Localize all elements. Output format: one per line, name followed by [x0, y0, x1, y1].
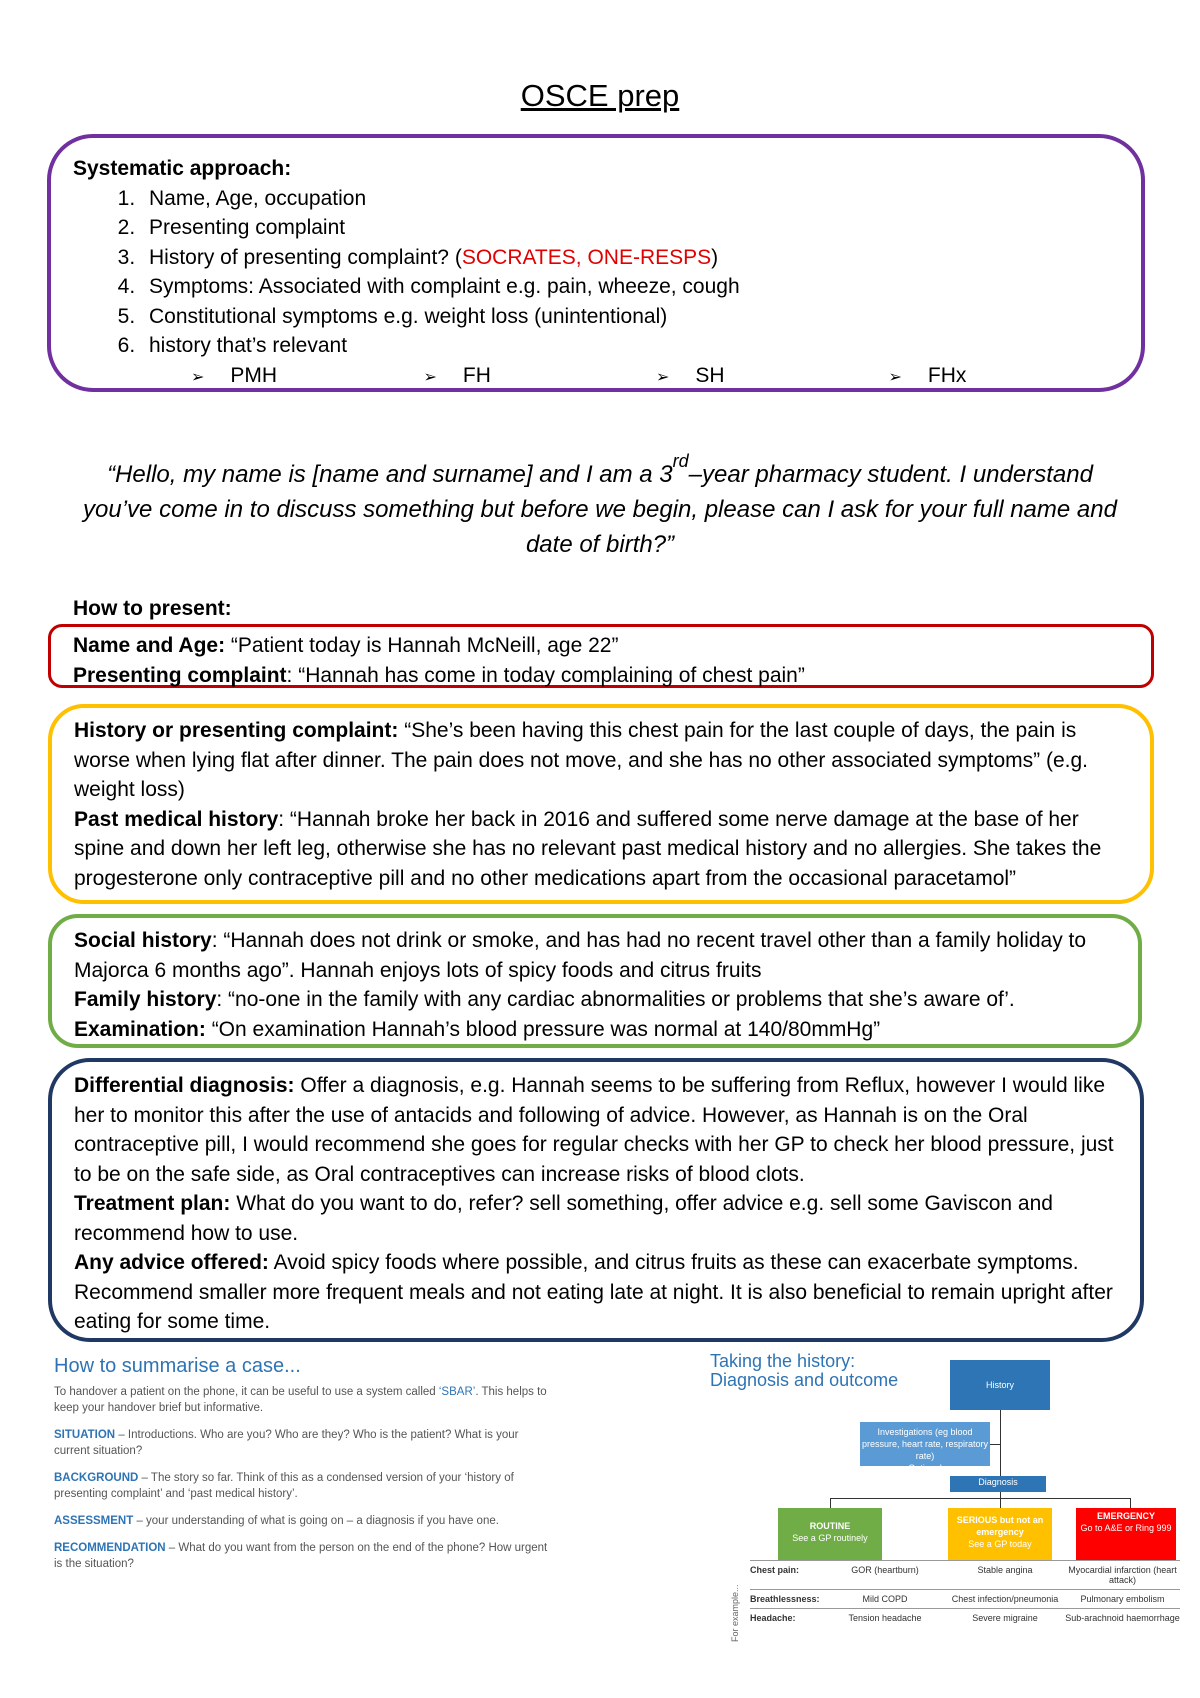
history-flow-diagram	[700, 1352, 1180, 1642]
diagnosis-treatment-box: Differential diagnosis: Offer a diagnosis, e.g. Hannah seems to be suffering from Reflux, however I would like her to monitor this after the use of antacids and following of advice. However, as Hannah is on the Oral contraceptive pill, I would recommend she goes for regular checks with her GP to check her blood pressure, just to be on the safe side, as Oral contraceptives can increase risks of blood clots. Treatment plan: What do you want to do, refer? sell something, offer advice e.g. sell some Gaviscon and recommend how to use. Any advice offered: Avoid spicy foods where possible, and citrus fruits as these can exacerbate symptoms. Recommend smaller more frequent meals and not eating late at night. It is also beneficial to remain upright after eating for some time.	[48, 1058, 1144, 1342]
table-row: Chest pain: GOR (heartburn) Stable angina Myocardial infarction (heart attack)	[750, 1560, 1180, 1589]
table-row: Breathlessness: Mild COPD Chest infection/pneumonia Pulmonary embolism	[750, 1589, 1180, 1608]
how-to-present-heading: How to present:	[73, 597, 232, 620]
systematic-heading: Systematic approach:	[73, 157, 292, 180]
systematic-approach-box	[47, 134, 1145, 392]
list-item: 3. History of presenting complaint? (SOCRATES, ONE-RESPS)	[141, 243, 1121, 273]
examples-table	[750, 1560, 1180, 1627]
history-box: History or presenting complaint: “She’s been having this chest pain for the last couple of days, the pain is worse when lying flat after dinner. The pain does not move, and she has no other associated symptoms” (e.g. weight loss) Past medical history: “Hannah broke her back in 2016 and suffered some nerve damage at the base of her spine and down her left leg, otherwise she has no relevant past medical history and no allergies. She takes the progesterone only contraceptive pill and no other medications apart from the occasional paracetamol”	[48, 704, 1154, 904]
table-row: Headache: Tension headache Severe migraine Sub-arachnoid haemorrhage	[750, 1608, 1180, 1627]
list-item: 4. Symptoms: Associated with complaint e.g. pain, wheeze, cough	[141, 272, 1121, 302]
arrow-bullet-icon: ➢	[423, 366, 437, 386]
socrates-highlight: SOCRATES, ONE-RESPS	[461, 245, 712, 269]
systematic-list	[73, 184, 1121, 361]
list-item: 2. Presenting complaint	[141, 213, 1121, 243]
arrow-bullet-icon: ➢	[656, 366, 670, 386]
for-example-label: For example...	[730, 1584, 740, 1642]
page-title: OSCE prep	[520, 78, 680, 113]
sub-item-pmh: ➢ PMH	[191, 363, 278, 387]
diagram-heading: Taking the history: Diagnosis and outcome	[710, 1351, 899, 1390]
list-item: 6. history that’s relevant	[141, 331, 1121, 361]
diagnosis-box: Diagnosis	[950, 1476, 1046, 1492]
intro-quote: “Hello, my name is [name and surname] and I am a 3rd–year pharmacy student. I understand you’ve come in to discuss something but before we begin, please can I ask for your full name and date of birth?”	[83, 451, 1117, 558]
history-box: History	[950, 1360, 1050, 1410]
arrow-bullet-icon: ➢	[191, 366, 205, 386]
sbar-background: BACKGROUND – The story so far. Think of this as a condensed version of your ‘history of presenting complaint’ and ‘past medical history’.	[54, 1472, 514, 1500]
history-subitems	[73, 361, 1121, 392]
sbar-situation: SITUATION – Introductions. Who are you? Who are they? Who is the patient? What is your current situation?	[54, 1429, 519, 1457]
sbar-heading: How to summarise a case...	[54, 1355, 301, 1377]
name-complaint-box: Name and Age: “Patient today is Hannah McNeill, age 22” Presenting complaint: “Hannah has come in today complaining of chest pain”	[48, 624, 1154, 688]
serious-box: SERIOUS but not an emergency See a GP today	[948, 1508, 1052, 1560]
sub-item-fhx: ➢ FHx	[888, 363, 967, 387]
sbar-recommendation: RECOMMENDATION – What do you want from the person on the end of the phone? How urgent is the situation?	[54, 1542, 548, 1570]
sub-item-sh: ➢ SH	[656, 363, 725, 387]
social-family-box: Social history: “Hannah does not drink or smoke, and has had no recent travel other than a family holiday to Majorca 6 months ago”. Hannah enjoys lots of spicy foods and citrus fruits Family history: “no-one in the family with any cardiac abnormalities or problems that she’s aware of’. Examination: “On examination Hannah’s blood pressure was normal at 140/80mmHg”	[48, 914, 1142, 1048]
investigations-box: Investigations (eg blood pressure, heart rate, respiratory rate) Optional	[860, 1422, 990, 1466]
sbar-section	[54, 1355, 554, 1583]
list-item: 1. Name, Age, occupation	[141, 184, 1121, 214]
emergency-box: EMERGENCY Go to A&E or Ring 999	[1076, 1508, 1176, 1560]
routine-box: ROUTINE See a GP routinely	[778, 1508, 882, 1560]
list-item: 5. Constitutional symptoms e.g. weight loss (unintentional)	[141, 302, 1121, 332]
sbar-intro: To handover a patient on the phone, it can be useful to use a system called ‘SBAR’. This helps to keep your handover brief but informative.	[54, 1386, 547, 1414]
sbar-assessment: ASSESSMENT – your understanding of what is going on – a diagnosis if you have one.	[54, 1515, 499, 1527]
sub-item-fh: ➢ FH	[423, 363, 491, 387]
arrow-bullet-icon: ➢	[888, 366, 902, 386]
